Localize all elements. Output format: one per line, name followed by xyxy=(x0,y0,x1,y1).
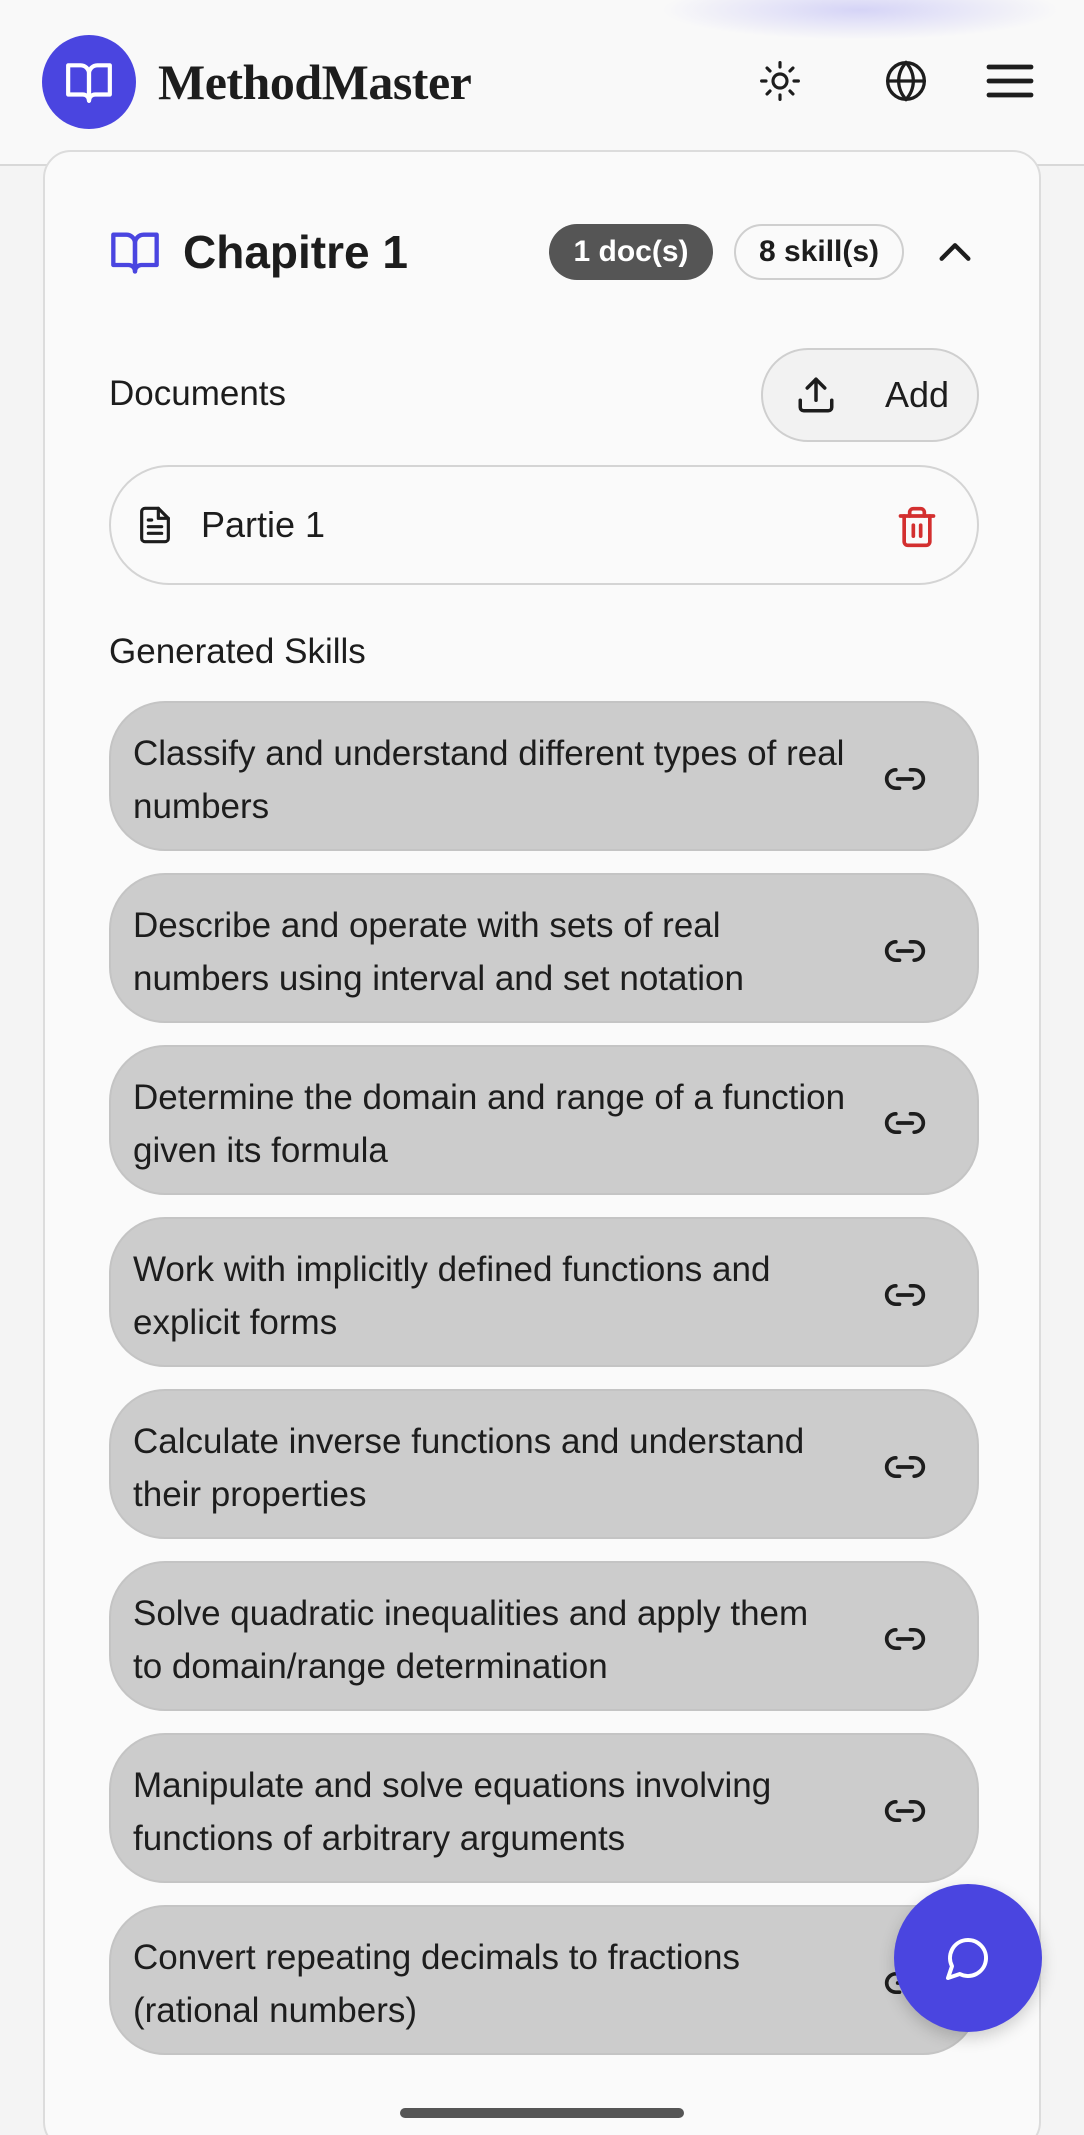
chapter-title: Chapitre 1 xyxy=(183,226,408,278)
skill-item[interactable] xyxy=(109,701,979,851)
link-icon[interactable] xyxy=(883,1101,927,1145)
sun-icon xyxy=(759,60,801,102)
skill-text: Calculate inverse functions and understand their properties xyxy=(133,1422,805,1514)
language-button[interactable] xyxy=(875,50,937,112)
menu-icon xyxy=(985,61,1035,101)
file-text-icon xyxy=(135,505,175,545)
link-icon[interactable] xyxy=(883,929,927,973)
menu-button[interactable] xyxy=(979,50,1041,112)
header-glow xyxy=(660,0,1060,40)
skill-item[interactable] xyxy=(109,1045,979,1195)
skill-item[interactable] xyxy=(109,1905,979,2055)
link-icon[interactable] xyxy=(883,1273,927,1317)
add-document-button[interactable] xyxy=(761,348,979,442)
skill-text: Classify and understand different types of real numbers xyxy=(133,734,845,826)
document-name: Partie 1 xyxy=(201,504,326,545)
skill-item[interactable] xyxy=(109,1561,979,1711)
link-icon[interactable] xyxy=(883,1789,927,1833)
document-item[interactable] xyxy=(109,465,979,585)
skill-text: Manipulate and solve equations involving functions of arbitrary arguments xyxy=(133,1766,772,1858)
link-icon[interactable] xyxy=(883,757,927,801)
app-logo[interactable] xyxy=(42,35,136,129)
skill-text: Determine the domain and range of a function given its formula xyxy=(133,1078,846,1170)
doc-count-badge: 1 doc(s) xyxy=(549,224,713,280)
skill-item[interactable] xyxy=(109,1389,979,1539)
chat-fab-button[interactable] xyxy=(894,1884,1042,2032)
delete-document-icon[interactable] xyxy=(895,505,939,549)
upload-icon xyxy=(795,374,837,416)
top-app-bar xyxy=(0,0,1084,166)
home-indicator xyxy=(400,2108,684,2118)
collapse-button[interactable] xyxy=(929,226,981,278)
link-icon[interactable] xyxy=(883,1617,927,1661)
chevron-up-icon xyxy=(935,232,975,272)
documents-heading: Documents xyxy=(109,374,287,413)
skill-item[interactable] xyxy=(109,1733,979,1883)
skill-count-badge: 8 skill(s) xyxy=(734,224,904,280)
skill-text: Work with implicitly defined functions and explicit forms xyxy=(133,1250,771,1342)
globe-icon xyxy=(884,59,928,103)
generated-skills-heading: Generated Skills xyxy=(109,632,366,671)
skill-text: Convert repeating decimals to fractions (rational numbers) xyxy=(133,1938,740,2030)
skill-item[interactable] xyxy=(109,1217,979,1367)
chapter-card xyxy=(43,150,1041,2135)
skill-text: Solve quadratic inequalities and apply them to domain/range determination xyxy=(133,1594,809,1686)
add-button-label: Add xyxy=(885,374,950,415)
skill-text: Describe and operate with sets of real numbers using interval and set notation xyxy=(133,906,744,998)
theme-toggle-button[interactable] xyxy=(749,50,811,112)
link-icon[interactable] xyxy=(883,1445,927,1489)
book-open-icon xyxy=(109,226,161,278)
chat-bubble-icon xyxy=(944,1934,992,1982)
book-open-icon xyxy=(64,57,114,107)
app-brand-name: MethodMaster xyxy=(158,54,472,110)
skill-item[interactable] xyxy=(109,873,979,1023)
